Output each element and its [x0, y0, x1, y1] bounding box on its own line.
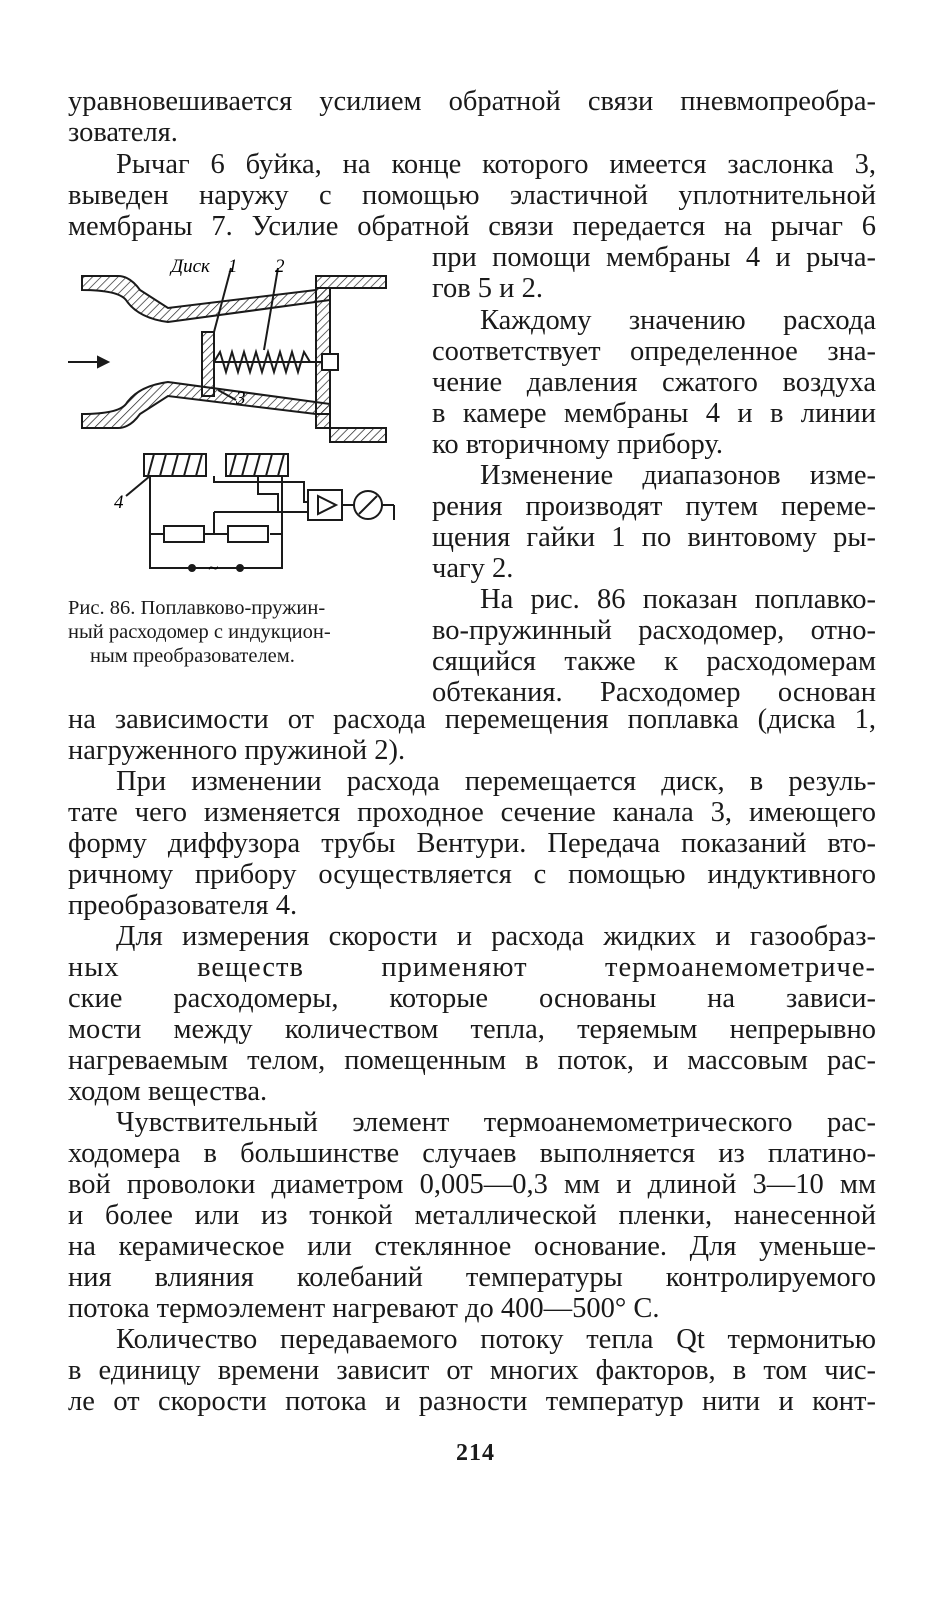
text-line: чагу 2. [432, 553, 514, 584]
text-line: соответствует определенное зна- [432, 336, 876, 367]
text-line: выведен наружу с помощью эластичной уплотнительной [68, 180, 876, 211]
text-line: ных веществ применяют термоанемометриче- [68, 952, 876, 983]
text-line: На рис. 86 показан поплавко- [480, 584, 876, 615]
text-line: в камере мембраны 4 и в линии [432, 398, 876, 429]
text-line: при помощи мембраны 4 и рыча- [432, 242, 876, 273]
text-line: Рычаг 6 буйка, на конце которого имеется заслонка 3, [116, 149, 876, 180]
text-line: преобразователя 4. [68, 890, 298, 921]
label-supply: ~ [208, 558, 219, 579]
figure-caption-line: ным преобразователем. [90, 645, 295, 667]
text-line: зователя. [68, 117, 178, 148]
text-line: Изменение диапазонов изме- [480, 460, 876, 491]
label-1: 1 [228, 256, 238, 277]
text-line: уравновешивается усилием обратной связи пневмопреобра- [68, 86, 876, 117]
text-line: Каждому значению расхода [480, 305, 876, 336]
text-line: ричному прибору осуществляется с помощью индуктивного [68, 859, 876, 890]
text-line: ния влияния колебаний температуры контролируемого [68, 1262, 876, 1293]
text-line: сящийся также к расходомерам [432, 646, 876, 677]
label-3: 3 [236, 388, 246, 409]
text-line: чение давления сжатого воздуха [432, 367, 876, 398]
label-4: 4 [114, 492, 124, 513]
text-line: форму диффузора трубы Вентури. Передача показаний вто- [68, 828, 876, 859]
figure-caption-line: Рис. 86. Поплавково-пружин- [68, 597, 326, 619]
text-line: Количество передаваемого потоку тепла Qt термонитью [116, 1324, 876, 1355]
text-line: ле от скорости потока и разности температур нити и конт- [68, 1386, 876, 1417]
text-line: нагреваемым телом, помещенным в поток, и массовым рас- [68, 1045, 876, 1076]
text-line: и более или из тонкой металлической пленки, нанесенной [68, 1200, 876, 1231]
label-2: 2 [275, 256, 285, 277]
text-line: во-пружинный расходомер, отно- [432, 615, 876, 646]
text-line: щения гайки 1 по винтовому ры- [432, 522, 876, 553]
text-line: рения производят путем переме- [432, 491, 876, 522]
text-line: гов 5 и 2. [432, 273, 543, 304]
text-line: При изменении расхода перемещается диск, в резуль- [116, 766, 876, 797]
text-line: нагруженного пружиной 2). [68, 735, 406, 766]
text-line: вой проволоки диаметром 0,005—0,3 мм и длиной 3—10 мм [68, 1169, 876, 1200]
page-number: 214 [456, 1440, 495, 1466]
text-line: Чувствительный элемент термоанемометрического рас- [116, 1107, 876, 1138]
flowmeter-figure [68, 250, 413, 580]
text-line: ские расходомеры, которые основаны на зависи- [68, 983, 876, 1014]
text-line: в единицу времени зависит от многих факторов, в том чис- [68, 1355, 876, 1386]
text-line: мембраны 7. Усилие обратной связи передается на рычаг 6 [68, 211, 876, 242]
text-line: на керамическое или стеклянное основание. Для уменьше- [68, 1231, 876, 1262]
figure-caption-line: ный расходомер с индукцион- [68, 621, 331, 643]
text-line: тате чего изменяется проходное сечение канала 3, имеющего [68, 797, 876, 828]
text-line: на зависимости от расхода перемещения поплавка (диска 1, [68, 704, 876, 735]
label-disk: Диск [171, 256, 210, 277]
text-line: ходомера в большинстве случаев выполняется из платино- [68, 1138, 876, 1169]
text-line: ходом вещества. [68, 1076, 268, 1107]
text-line: обтекания. Расходомер основан [432, 677, 876, 708]
text-line: потока термоэлемент нагревают до 400—500° С. [68, 1293, 660, 1324]
text-line: ко вторичному прибору. [432, 429, 723, 460]
flowmeter-diagram [68, 250, 413, 580]
text-line: Для измерения скорости и расхода жидких и газообраз- [116, 921, 876, 952]
text-line: мости между количеством тепла, теряемым непрерывно [68, 1014, 876, 1045]
